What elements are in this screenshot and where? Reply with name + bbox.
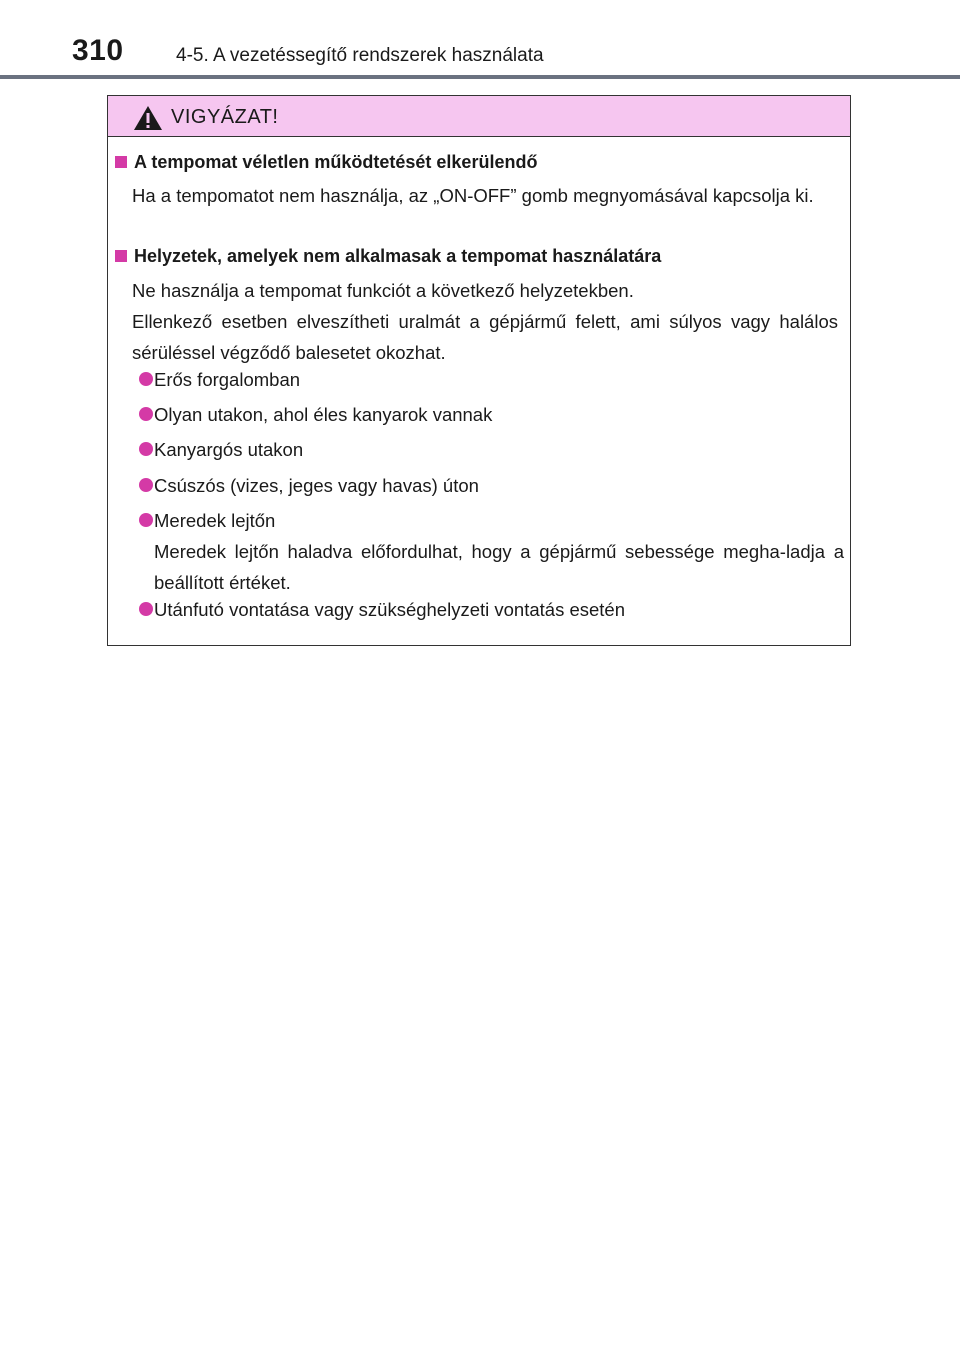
square-bullet-icon	[115, 250, 127, 262]
page-number: 310	[72, 34, 124, 67]
section-heading	[115, 246, 661, 267]
circle-bullet-icon	[139, 478, 153, 492]
circle-bullet-icon	[139, 372, 153, 386]
paragraph: Ellenkező esetben elveszítheti uralmát a gépjármű felett, ami súlyos vagy halálos sérüléssel végződő balesetet okozhat.	[132, 311, 838, 363]
circle-bullet-icon	[139, 513, 153, 527]
list-item-text: Kanyargós utakon	[154, 439, 304, 460]
section-title: 4-5. A vezetéssegítő rendszerek használata	[176, 45, 544, 66]
section-heading-text: A tempomat véletlen működtetését elkerülendő	[134, 152, 538, 172]
circle-bullet-icon	[139, 442, 153, 456]
warning-triangle-icon	[133, 105, 163, 131]
list-item-detail: Meredek lejtőn haladva előfordulhat, hogy a gépjármű sebessége megha-ladja a beállított értéket.	[154, 541, 844, 593]
list-item	[132, 470, 844, 501]
warning-box	[107, 95, 851, 646]
page-header	[0, 0, 960, 80]
list-item-text: Olyan utakon, ahol éles kanyarok vannak	[154, 404, 493, 425]
list-item	[132, 434, 844, 465]
paragraph: Ha a tempomatot nem használja, az „ON-OFF” gomb megnyomásával kapcsolja ki.	[132, 185, 814, 206]
list-item-text: Meredek lejtőn	[154, 510, 276, 531]
list-item	[132, 399, 844, 430]
section-heading	[115, 152, 537, 173]
list-item-text: Erős forgalomban	[154, 369, 301, 390]
warning-title: VIGYÁZAT!	[171, 106, 279, 128]
square-bullet-icon	[115, 156, 127, 168]
list-item	[132, 364, 844, 395]
list-item-text: Utánfutó vontatása vagy szükséghelyzeti vontatás esetén	[154, 599, 626, 620]
header-divider	[0, 75, 960, 79]
warning-header	[108, 96, 850, 137]
circle-bullet-icon	[139, 602, 153, 616]
paragraph: Ne használja a tempomat funkciót a következő helyzetekben.	[132, 280, 634, 301]
section-heading-text: Helyzetek, amelyek nem alkalmasak a tempomat használatára	[134, 246, 662, 266]
list-item-text: Csúszós (vizes, jeges vagy havas) úton	[154, 475, 479, 496]
circle-bullet-icon	[139, 407, 153, 421]
list-item	[132, 594, 844, 625]
list-item	[132, 505, 844, 598]
